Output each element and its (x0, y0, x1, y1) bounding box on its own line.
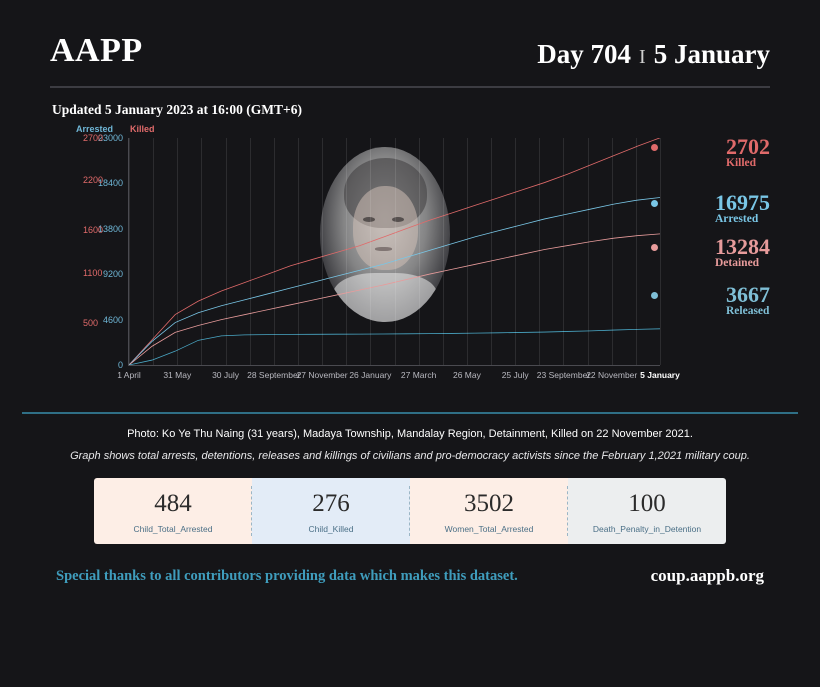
y2-axis-tick: 1100 (83, 267, 103, 278)
end-label-value: 3667 (726, 282, 770, 307)
grid-line (395, 138, 396, 365)
y2-axis-tick: 1600 (83, 225, 104, 236)
grid-line (177, 138, 178, 365)
grid-line (370, 138, 371, 365)
stat-card (410, 478, 568, 544)
end-label-caption: Released (726, 305, 770, 318)
stats-strip (94, 478, 726, 544)
stat-label: Women_Total_Arrested (444, 524, 534, 534)
right-axis-title: Killed (130, 124, 155, 134)
thanks-text: Special thanks to all contributors providing data which makes this dataset. (56, 567, 518, 584)
end-label-value: 13284 (715, 234, 770, 259)
heading-separator: I (639, 46, 646, 68)
heading-date: 5 January (653, 39, 770, 69)
end-label (726, 284, 770, 318)
photo-caption: Photo: Ko Ye Thu Naing (31 years), Madaya Township, Mandalay Region, Detainment, Killed on 22 November 2021. (127, 428, 693, 440)
grid-line (467, 138, 468, 365)
y-axis-tick: 0 (117, 360, 123, 370)
brand-title: AAPP (50, 32, 143, 69)
x-axis-tick: 31 May (163, 370, 192, 380)
stat-label: Child_Total_Arrested (133, 524, 213, 534)
y2-axis-tick: 2700 (83, 133, 104, 143)
x-axis-tick: 27 March (400, 370, 437, 380)
x-axis-tick: 22 November (586, 370, 638, 380)
stat-label: Death_Penalty_in_Detention (592, 524, 702, 534)
x-axis-tick: 5 January (640, 370, 680, 380)
poster-header (22, 18, 798, 80)
grid-line (201, 138, 202, 365)
end-label-caption: Detained (715, 257, 760, 270)
graph-note: Graph shows total arrests, detentions, releases and killings of civilians and pro-democracy activists since the February 1,2021 military coup. (70, 450, 750, 462)
grid-line (274, 138, 275, 365)
day-date-heading (537, 39, 770, 70)
grid-line (491, 138, 492, 365)
y-axis-tick: 23000 (97, 133, 123, 143)
x-axis-tick: 27 November (296, 370, 348, 380)
series-end-dot (651, 200, 658, 207)
updated-timestamp: Updated 5 January 2023 at 16:00 (GMT+6) (52, 102, 302, 117)
end-label-caption: Arrested (715, 213, 759, 226)
stat-card (252, 478, 410, 544)
grid-line (563, 138, 564, 365)
grid-line (250, 138, 251, 365)
grid-line (322, 138, 323, 365)
day-counter: Day 704 (537, 39, 632, 69)
chart (50, 124, 770, 396)
stat-label: Child_Killed (308, 524, 354, 534)
grid-line (443, 138, 444, 365)
stat-card (94, 478, 252, 544)
grid-line (660, 138, 661, 365)
grid-line (298, 138, 299, 365)
left-axis-title: Arrested (76, 124, 114, 134)
grid-line (419, 138, 420, 365)
y-axis-tick: 13800 (97, 223, 123, 234)
end-label (726, 136, 770, 170)
y-axis-tick: 9200 (102, 269, 123, 280)
series-end-dot (651, 244, 658, 251)
x-axis-tick: 23 September (536, 370, 591, 380)
poster-footer (56, 566, 764, 586)
website-link[interactable]: coup.aappb.org (650, 566, 764, 585)
section-divider (22, 412, 798, 414)
stat-value: 484 (154, 490, 192, 517)
chart-plot-area (83, 133, 680, 380)
stat-value: 100 (628, 490, 666, 517)
x-axis-tick: 26 January (349, 370, 392, 380)
end-label (715, 236, 770, 270)
header-divider (50, 86, 770, 88)
y2-axis-tick: 500 (83, 317, 99, 328)
y-axis-tick: 18400 (97, 178, 123, 189)
x-axis-tick: 28 September (247, 370, 301, 380)
end-label-value: 2702 (726, 134, 770, 159)
grid-line (226, 138, 227, 365)
x-axis-tick: 1 April (117, 370, 141, 380)
series-end-dot (651, 144, 658, 151)
stat-value: 3502 (464, 490, 514, 517)
grid-line (129, 138, 130, 365)
stat-value: 276 (312, 490, 350, 517)
stat-card (568, 478, 726, 544)
grid-line (153, 138, 154, 365)
end-label (715, 192, 770, 226)
end-label-caption: Killed (726, 157, 757, 170)
grid-line (515, 138, 516, 365)
y2-axis-tick: 2200 (83, 175, 104, 186)
x-axis-tick: 30 July (212, 370, 239, 380)
y-axis-tick: 4600 (102, 314, 123, 325)
series-end-dot (651, 292, 658, 299)
grid-line (612, 138, 613, 365)
grid-line (539, 138, 540, 365)
x-axis-tick: 25 July (501, 370, 529, 380)
grid-line (346, 138, 347, 365)
grid-line (636, 138, 637, 365)
grid-line (588, 138, 589, 365)
x-axis-tick: 26 May (452, 370, 481, 380)
end-label-value: 16975 (715, 190, 770, 215)
